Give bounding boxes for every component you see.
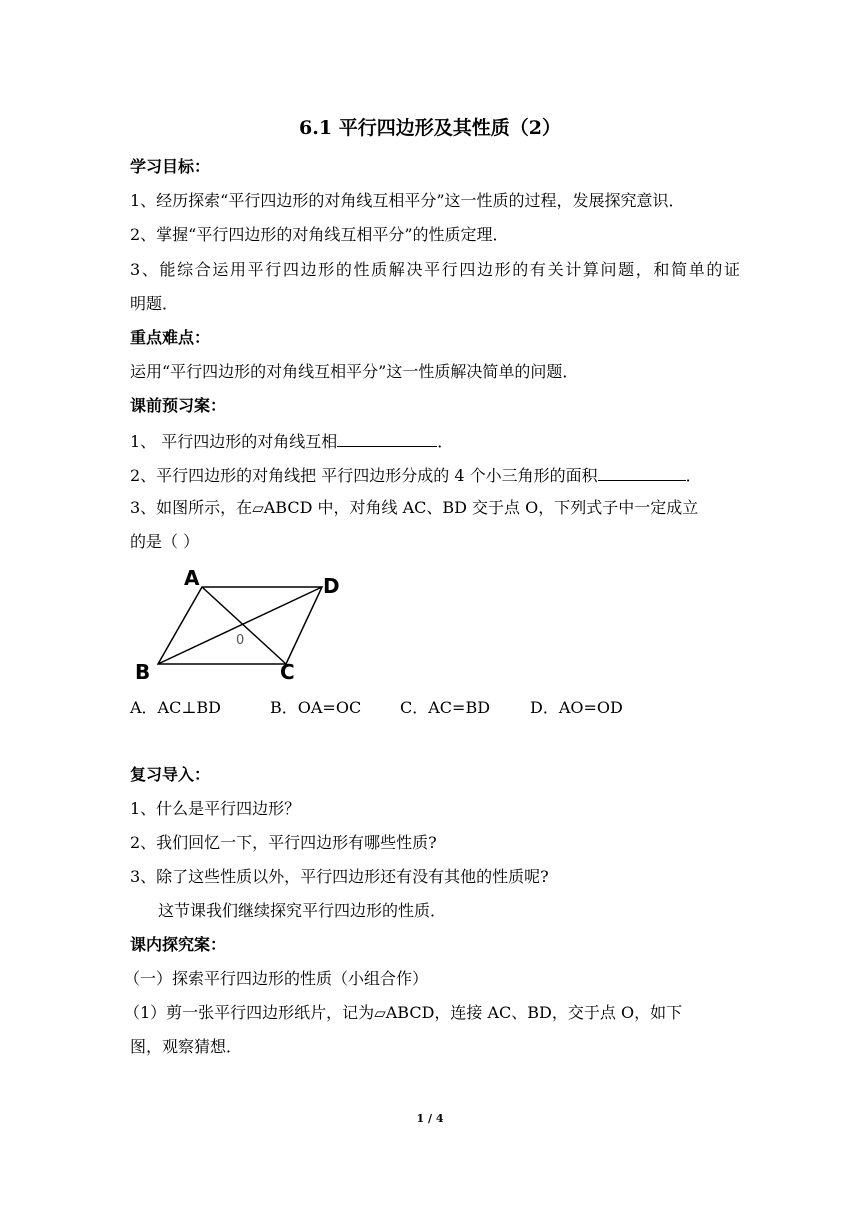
page-number: 1 / 4 (416, 1112, 444, 1125)
review-item-1: 1、什么是平行四边形？ (130, 799, 301, 818)
preview-question-3 (130, 496, 740, 520)
option-b[interactable]: B．OA=OC (270, 698, 362, 717)
option-c[interactable]: C．AC=BD (400, 698, 491, 717)
answer-blank-2[interactable] (598, 462, 686, 481)
step-1-text-start: （1）剪一张平行四边形纸片，记为 (124, 1003, 375, 1022)
objective-item-3-continued: 明题． (130, 294, 179, 313)
question-2-text: 2、平行四边形的对角线把 平行四边形分成的 4 个小三角形的面积 (130, 466, 598, 485)
objective-item-3: 3、能综合运用平行四边形的性质解决平行四边形的有关计算问题，和简单的证 (130, 260, 740, 279)
step-1-text-end: ABCD，连接 AC、BD，交于点 O，如下 (385, 1003, 683, 1022)
preview-heading: 课前预习案： (130, 396, 227, 415)
review-item-3: 3、除了这些性质以外，平行四边形还有没有其他的性质呢? (130, 867, 549, 886)
answer-options (130, 696, 740, 720)
vertex-label-b: B (135, 660, 151, 684)
explore-heading: 课内探究案： (130, 935, 227, 954)
page-title: 6.1 平行四边形及其性质（2） (299, 117, 561, 139)
option-d[interactable]: D．AO=OD (530, 698, 623, 717)
question-2-end: ． (685, 466, 702, 485)
center-label-o: 0 (236, 633, 245, 648)
diagonal-bd (158, 587, 322, 664)
question-1-end: ． (437, 432, 454, 451)
review-heading: 复习导入： (130, 765, 211, 784)
parallelogram-symbol-2: ▱ (374, 1004, 386, 1022)
objective-item-1: 1、经历探索“平行四边形的对角线互相平分”这一性质的过程，发展探究意识． (130, 191, 685, 210)
explore-step-1-continued: 图，观察猜想． (130, 1037, 243, 1056)
question-3-text-start: 3、如图所示，在 (130, 498, 253, 517)
review-item-2: 2、我们回忆一下，平行四边形有哪些性质? (130, 833, 437, 852)
key-points-text: 运用“平行四边形的对角线互相平分”这一性质解决简单的问题． (130, 362, 579, 381)
review-note: 这节课我们继续探究平行四边形的性质． (158, 901, 447, 920)
preview-question-1 (130, 428, 740, 454)
question-1-text: 1、 平行四边形的对角线互相 (130, 432, 338, 451)
vertex-label-a: A (184, 566, 200, 590)
parallelogram-symbol: ▱ (252, 499, 264, 517)
answer-blank-1[interactable] (337, 428, 437, 447)
objective-item-2: 2、掌握“平行四边形的对角线互相平分”的性质定理． (130, 225, 509, 244)
vertex-label-c: C (280, 660, 295, 684)
parallelogram-figure (130, 565, 350, 685)
vertex-label-d: D (323, 574, 340, 598)
preview-question-2 (130, 462, 740, 488)
key-points-heading: 重点难点： (130, 328, 211, 347)
question-3-text-end: ABCD 中，对角线 AC、BD 交于点 O，下列式子中一定成立 (263, 498, 699, 517)
question-3-continued: 的是（ ） (130, 532, 200, 551)
diagonal-ac (202, 587, 286, 664)
explore-step-1 (124, 1001, 734, 1025)
option-a[interactable]: A．AC⊥BD (130, 698, 221, 717)
objectives-heading: 学习目标： (130, 157, 211, 176)
explore-section-1: （一）探索平行四边形的性质（小组合作） (124, 969, 429, 988)
